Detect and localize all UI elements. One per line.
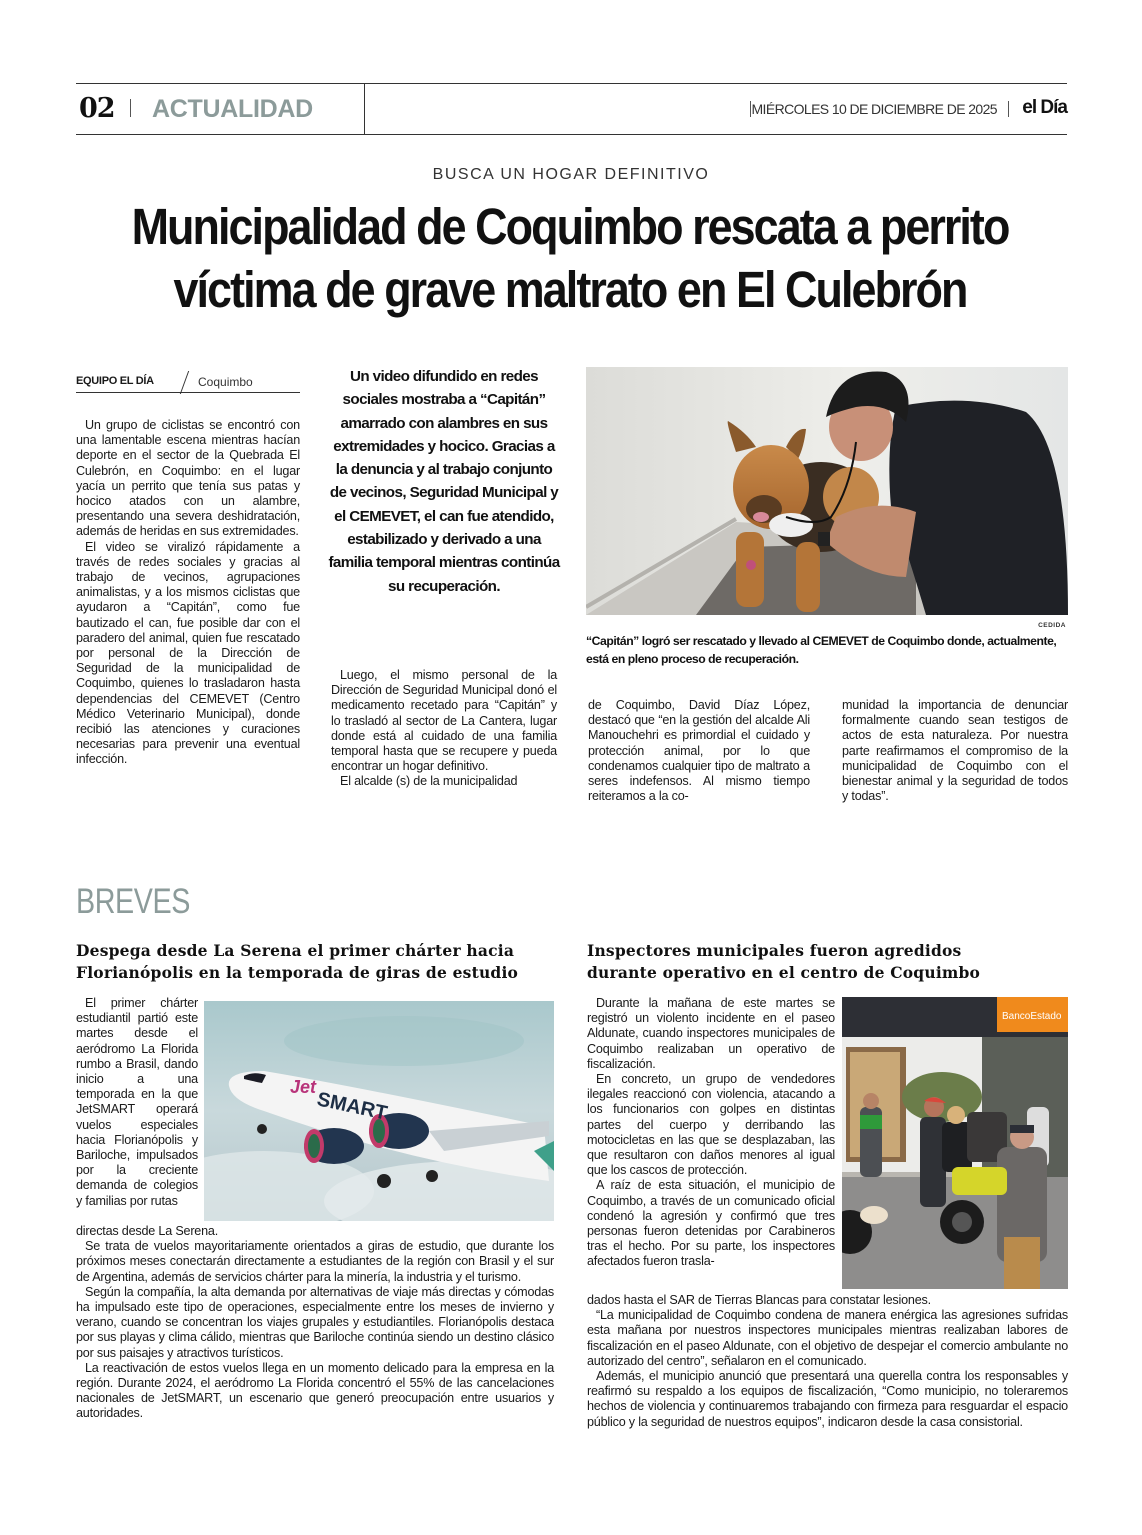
story-lead: Un video difundido en redes sociales mostraba a “Capitán” amarrado con alambres en sus extremidades y hocico. Gracias a la denuncia y al trabajo conjunto de vecinos, Seguridad Municipal y el CEMEVET, el can fue atendido, estabilizado y derivado a una familia temporal mientras continúa su recuperación. — [328, 368, 560, 595]
paragraph: de Coquimbo, David Díaz López, destacó que “en la gestión del alcalde Ali Manouchehri es primordial el cuidado y protección animal, por lo que condenamos cualquier tipo de maltrato a seres indefensos. Al mismo tiempo reiteramos a la co- — [588, 698, 810, 804]
paragraph: Luego, el mismo personal de la Dirección de Seguridad Municipal donó el medicamento recetado para “Capitán” y lo trasladó al sector de La Cantera, lugar donde está al cuidado de una familia temporal hasta que se recupere y pueda encontrar un hogar definitivo. — [331, 668, 557, 774]
issue-date: MIÉRCOLES 10 DE DICIEMBRE DE 2025 — [751, 101, 997, 117]
dog-vet-photo — [586, 367, 1068, 615]
page-header — [76, 83, 1067, 135]
story-photo — [586, 367, 1068, 615]
headline-line: durante operativo en el centro de Coquimbo — [587, 963, 981, 982]
byline — [76, 371, 300, 393]
paragraph: munidad la importancia de denunciar formalmente cuando sean testigos de actos de esta naturaleza. Por nuestra parte reafirmamos el compromiso de la municipalidad de Coquimbo con el bienestar animal y la seguridad de todos y todas”. — [842, 698, 1068, 804]
brief-photo — [842, 997, 1068, 1289]
brief-photo — [204, 1001, 554, 1221]
paragraph: A raíz de esta situación, el municipio de Coquimbo, a través de un comunicado oficial condenó la agresión y confirmó que tres personas fueron detenidas por Carabineros tras el hecho. Por su parte, los inspectores afectados fueron trasla- — [587, 1178, 835, 1269]
paragraph: El video se viralizó rápidamente a través de redes sociales y gracias al trabajo de vecinos, agrupaciones animalistas, y a los mismos ciclistas que ayudaron a “Capitán”, como fue bautizado el can, fue posible dar con el paradero del animal, quien fue rescatado por personal de la Dirección de Seguridad de la municipalidad de Coquimbo, quienes lo trasladaron hasta dependencias del CEMEVET (Centro Médico Veterinario Municipal), donde recibió las atenciones y curaciones necesarias para prevenir una eventual infección. — [76, 539, 300, 767]
brief-body — [76, 1224, 554, 1422]
paragraph: “La municipalidad de Coquimbo condena de manera enérgica las agresiones sufridas esta mañana por nuestros inspectores municipales mientras realizaban labores de fiscalización en el paseo Aldunate, con el objetivo de despejar el comercio ambulante no autorizado del centro”, señalaron en el comunicado. — [587, 1308, 1068, 1368]
newspaper-logo: el Día — [1022, 97, 1067, 118]
bank-sign: BancoEstado — [1002, 1011, 1062, 1022]
paragraph: Durante la mañana de este martes se registró un violento incidente en el paseo Aldunate, cuando inspectores municipales de Coquimbo realizaban un operativo de fiscalización. — [587, 996, 835, 1071]
headline-line: Municipalidad de Coquimbo rescata a perrito — [131, 198, 1009, 255]
headline-line: Florianópolis en la temporada de giras de estudio — [76, 963, 519, 982]
photo-credit: CEDIDA — [1038, 622, 1066, 629]
story-headline — [130, 195, 1010, 321]
headline-line: Despega desde La Serena el primer chárter hacia — [76, 941, 515, 960]
brief-body — [587, 1293, 1068, 1430]
paragraph: directas desde La Serena. — [76, 1224, 219, 1238]
story-column-4 — [842, 698, 1068, 804]
photo-caption: “Capitán” logró ser rescatado y llevado al CEMEVET de Coquimbo donde, actualmente, está en pleno proceso de recuperación. — [586, 634, 1057, 666]
brief-headline — [76, 940, 576, 984]
brief-headline — [587, 940, 1072, 984]
airplane-photo — [204, 1001, 554, 1221]
breves-section-title: BREVES — [76, 882, 190, 921]
byline-slash — [180, 371, 189, 394]
byline-author: EQUIPO EL DÍA — [76, 375, 154, 387]
divider — [364, 84, 365, 134]
paragraph: La reactivación de estos vuelos llega en un momento delicado para la empresa en la región. Durante 2024, el aeródromo La Florida concentró el 55% de las cancelaciones nacionales de JetSMART, un escenario que generó preocupación entre usuarios y autoridades. — [76, 1360, 554, 1421]
paragraph: Según la compañía, la alta demanda por alternativas de viaje más directas y cómodas ha impulsado este tipo de operaciones, especialmente entre los meses de invierno y verano, cuando se concentran los viajes grupales y estudiantiles. Florianópolis destaca por sus playas y clima cálido, mientras que Bariloche continúa siendo un destino clásico por sus paisajes y atractivos turísticos. — [76, 1284, 554, 1360]
headline-line: Inspectores municipales fueron agredidos — [587, 941, 962, 960]
brief-wrap-column — [587, 996, 835, 1270]
page-number: 02 — [79, 93, 115, 124]
story-kicker: BUSCA UN HOGAR DEFINITIVO — [432, 166, 710, 183]
street-incident-photo — [842, 997, 1068, 1289]
headline-line: víctima de grave maltrato en El Culebrón — [173, 261, 967, 318]
paragraph: Un grupo de ciclistas se encontró con una lamentable escena mientras hacían deporte en el sector de la Quebrada El Culebrón, en Coquimbo: en el lugar yacía un perrito que tenía sus patas y hocico atados con un alambre, presentando una severa deshidratación, además de heridas en sus extremidades. — [76, 418, 300, 539]
brief-wrap-column — [76, 996, 198, 1209]
story-column-2 — [331, 668, 557, 790]
story-column-3 — [588, 698, 810, 804]
section-title: ACTUALIDAD — [152, 95, 313, 123]
paragraph: Se trata de vuelos mayoritariamente orientados a giras de estudio, que durante los próximos meses conectarán directamente a estudiantes de la región con Brasil y el sur de Argentina, además de servicios chárter para la minería, la industria y el turismo. — [76, 1239, 554, 1284]
paragraph: En concreto, un grupo de vendedores ilegales reaccionó con violencia, atacando a los funcionarios con golpes en distintas partes del cuerpo y derribando las motocicletas en las que se desplazaban, las que resultaron con daños menores al igual que los cascos de protección. — [587, 1072, 835, 1178]
paragraph: dados hasta el SAR de Tierras Blancas para constatar lesiones. — [587, 1293, 931, 1307]
story-column-1 — [76, 418, 300, 768]
paragraph: Además, el municipio anunció que presentará una querella contra los responsables y reafirmó su respaldo a los equipos de fiscalización, “Como municipio, no toleraremos hechos de violencia y continuaremos trabajando con firmeza para resguardar el espacio público y la seguridad de nuestros equipos”, indicaron desde la casa consistorial. — [587, 1369, 1068, 1429]
paragraph: El primer chárter estudiantil partió este martes desde el aeródromo La Florida rumbo a Brasil, dando inicio a una temporada en la que JetSMART operará vuelos especiales hacia Florianópolis y Bariloche, impulsados por la creciente demanda de colegios y familias por rutas — [76, 996, 198, 1208]
divider — [130, 99, 131, 117]
jetsmart-logo-jet: Jet — [290, 1077, 317, 1097]
jetsmart-logo-smart: SMART — [314, 1088, 390, 1125]
divider — [1008, 101, 1009, 117]
paragraph: El alcalde (s) de la municipalidad — [340, 774, 518, 789]
byline-place: Coquimbo — [198, 375, 253, 389]
